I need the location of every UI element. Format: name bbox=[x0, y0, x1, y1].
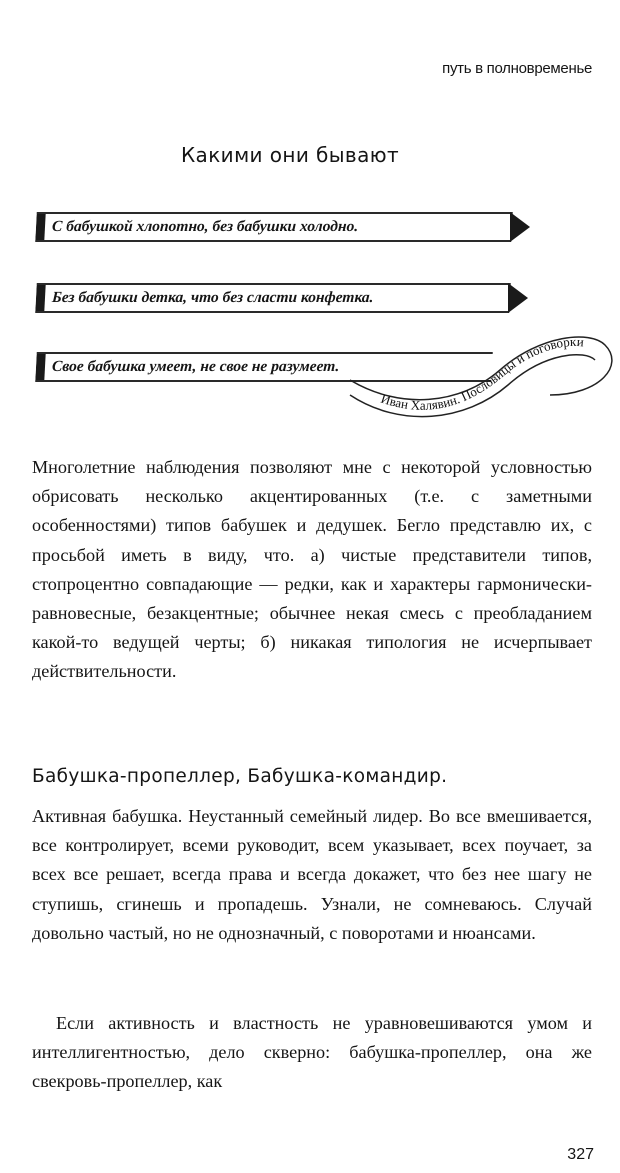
attribution-text bbox=[379, 334, 584, 413]
page-number: 327 bbox=[567, 1146, 594, 1163]
banner-tail-2 bbox=[508, 283, 528, 313]
intro-paragraph: Многолетние наблюдения позволяют мне с некоторой условностью обрисовать несколько акцентированных (т.е. с заметными особенностями) типов бабушек и дедушек. Бегло представлю их, с просьбой иметь в виду, что. а) чистые представители типов, стопроцентно совпадающие — редки, как и характеры гармонически-равновесные, безакцентные; обычнее некая смесь с преобладанием какой-то ведущей черты; б) никакая типология не исчерпывает действительности. bbox=[32, 457, 592, 682]
running-head: путь в полновременье bbox=[442, 60, 592, 77]
proverb-banner-3: Свое бабушка умеет, не свое не разумеет. bbox=[35, 352, 493, 382]
proverb-banner-2: Без бабушки детка, что без сласти конфетка. bbox=[35, 283, 511, 313]
banner-tail-1 bbox=[510, 212, 530, 242]
attribution-ribbon bbox=[340, 310, 620, 440]
paragraph-2: Если активность и властность не уравновешиваются умом и интеллигентностью, дело скверно: бабушка-пропеллер, она же свекровь-пропеллер, как bbox=[32, 1013, 592, 1092]
subsection-heading: Бабушка-пропеллер, Бабушка-командир. bbox=[32, 766, 448, 787]
section-title: Какими они бывают bbox=[180, 143, 400, 167]
proverb-banner-1: С бабушкой хлопотно, без бабушки холодно. bbox=[35, 212, 513, 242]
attribution-text-path: Иван Халявин. Пословицы и поговорки bbox=[379, 333, 585, 413]
paragraph-1: Активная бабушка. Неустанный семейный лидер. Во все вмешивается, все контролирует, всеми руководит, всем указывает, всех поучает, за всех все решает, всегда права и всегда докажет, что без нее шагу не ступишь, сгинешь и пропадешь. Узнали, не сомневаюсь. Случай довольно частый, но не однозначный, с поворотами и нюансами. bbox=[32, 806, 592, 943]
